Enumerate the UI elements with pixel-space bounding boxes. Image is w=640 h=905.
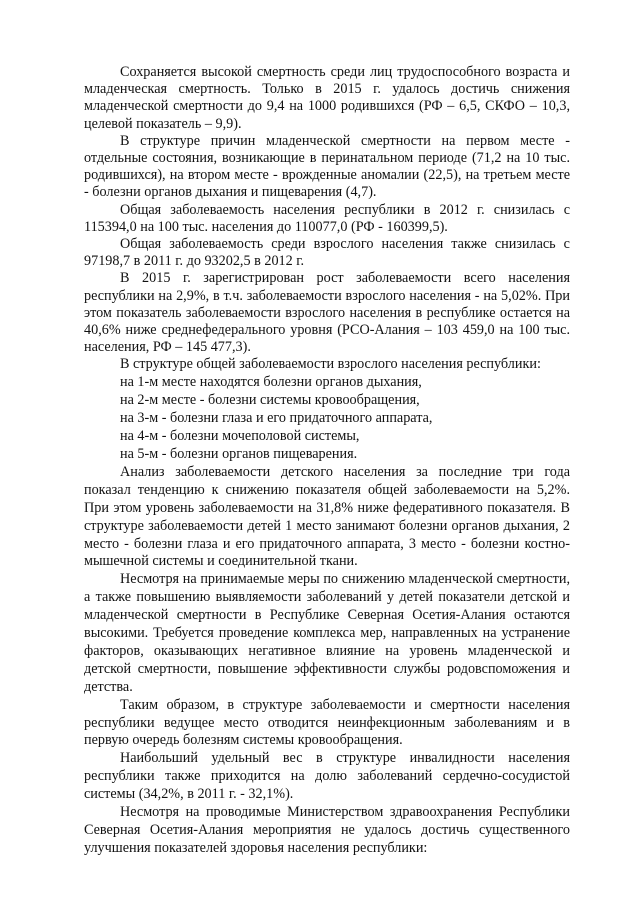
paragraph-disability: Наибольший удельный вес в структуре инвалидности населения республики также приходится на долю заболеваний сердечно-сосудистой системы (34,2%, в 2011 г. - 32,1%). [84, 750, 570, 803]
paragraph-infant-mortality-causes: В структуре причин младенческой смертности на первом месте - отдельные состояния, возникающие в перинатальном периоде (71,2 на 10 тыс. родившихся), на втором месте - врожденные аномалии (22,5), на третьем месте - болезни органов дыхания и пищеварения (4,7). [84, 132, 570, 201]
list-item: на 4-м - болезни мочеполовой системы, [120, 428, 360, 445]
paragraph-mortality: Сохраняется высокой смертность среди лиц трудоспособного возраста и младенческая смертность. Только в 2015 г. удалось достичь снижения младенческой смертности до 9,4 на 1000 родившихся (РФ – 6,5, СКФО – 10,3, целевой показатель – 9,9). [84, 64, 570, 132]
list-item: на 1-м месте находятся болезни органов дыхания, [120, 374, 422, 391]
paragraph-conclusion: Таким образом, в структуре заболеваемости и смертности населения республики ведущее место отводится неинфекционным заболеваниям и в первую очередь болезням системы кровообращения. [84, 696, 570, 749]
paragraph-adult-morbidity: Общая заболеваемость среди взрослого населения также снизилась с 97198,7 в 2011 г. до 93202,5 в 2012 г. [84, 236, 570, 270]
paragraph-structure-intro: В структуре общей заболеваемости взрослого населения республики: [120, 356, 541, 373]
document-page [84, 64, 570, 858]
paragraph-ministry: Несмотря на проводимые Министерством здравоохранения Республики Северная Осетия-Алания мероприятия не удалось достичь существенного улучшения показателей здоровья населения республики: [84, 804, 570, 856]
paragraph-child-morbidity: Анализ заболеваемости детского населения за последние три года показал тенденцию к снижению показателя общей заболеваемости на 5,2%. При этом уровень заболеваемости на 31,8% ниже федеративного показателя. В структуре заболеваемости детей 1 место занимают болезни органов дыхания, 2 место - болезни глаза и его придаточного аппарата, 3 место - болезни костно-мышечной системы и соединительной ткани. [84, 463, 570, 570]
list-item: на 3-м - болезни глаза и его придаточного аппарата, [120, 410, 433, 427]
paragraph-child-mortality-measures: Несмотря на принимаемые меры по снижению младенческой смертности, а также повышению выявляемости заболеваний у детей показатели детской и младенческой смертности в Республике Северная Осетия-Алания остаются высокими. Требуется проведение комплекса мер, направленных на устранение факторов, оказывающих негативное влияние на уровень младенческой и детской смертности, повышение эффективности службы родовспоможения и детства. [84, 571, 570, 695]
paragraph-general-morbidity: Общая заболеваемость населения республики в 2012 г. снизилась с 115394,0 на 100 тыс. населения до 110077,0 (РФ - 160399,5). [84, 201, 570, 235]
list-item: на 5-м - болезни органов пищеварения. [120, 445, 358, 462]
list-item: на 2-м месте - болезни системы кровообращения, [120, 392, 420, 409]
paragraph-2015-morbidity: В 2015 г. зарегистрирован рост заболеваемости всего населения республики на 2,9%, в т.ч. заболеваемости взрослого населения - на 5,02%. При этом показатель заболеваемости взрослого населения в республике остается на 40,6% ниже среднефедерального уровня (РСО-Алания – 103 459,0 на 100 тыс. населения, РФ – 145 477,3). [84, 270, 570, 356]
